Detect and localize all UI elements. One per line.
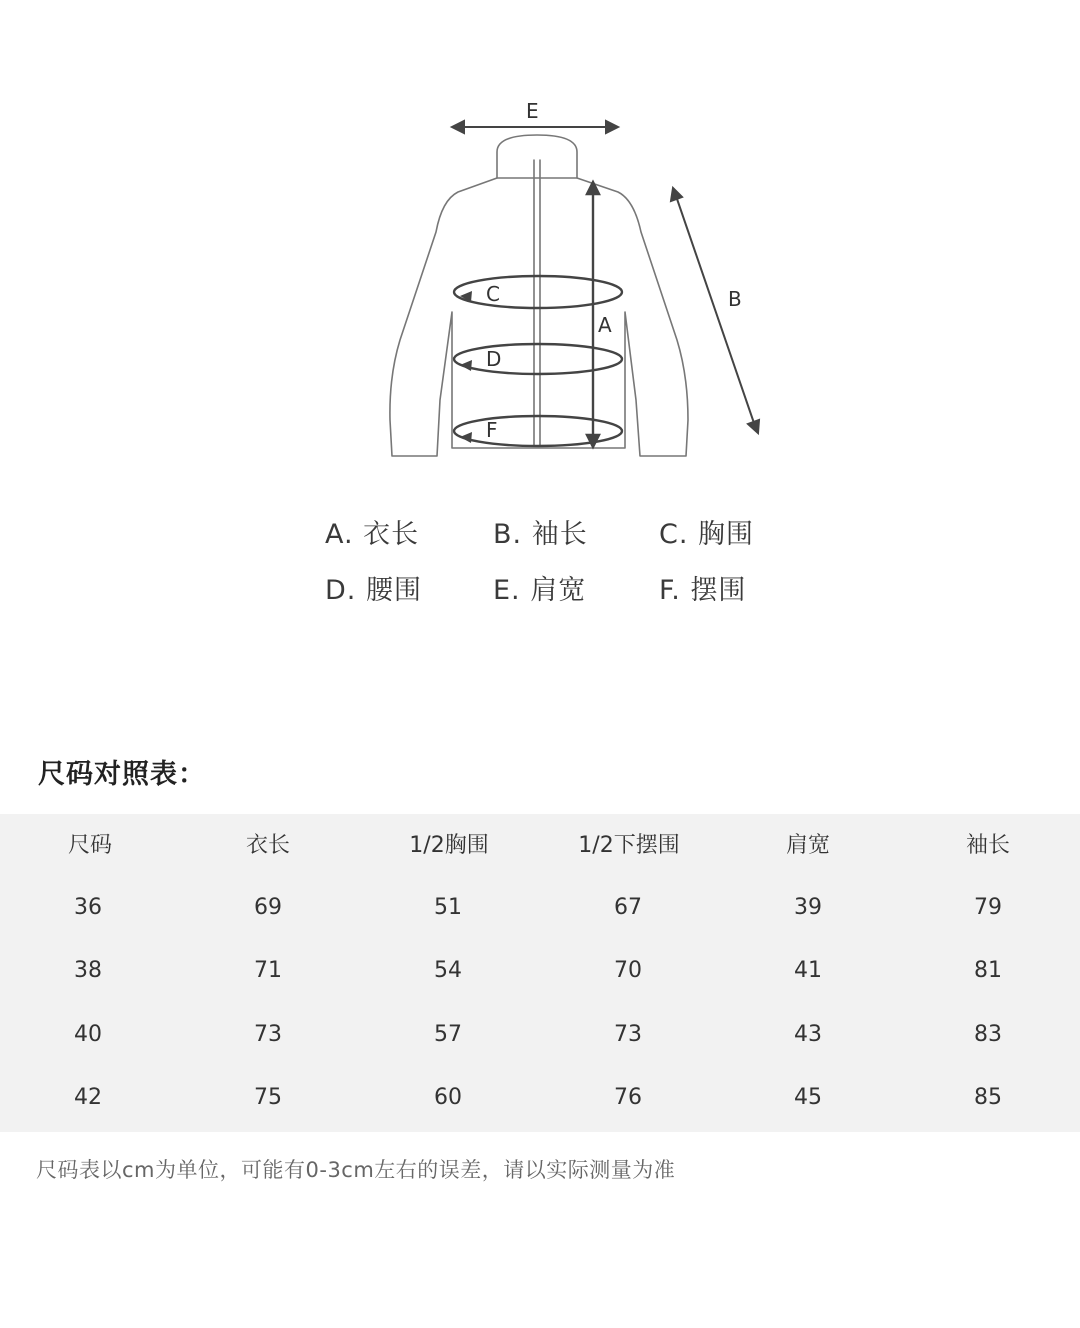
table-cell: 60 bbox=[434, 1085, 462, 1110]
table-header: 尺码 bbox=[67, 833, 113, 858]
legend-item-a: A. 衣长 bbox=[325, 519, 420, 550]
table-cell: 43 bbox=[794, 1022, 822, 1047]
legend-item-d: D. 腰围 bbox=[325, 575, 422, 606]
jacket-collar bbox=[497, 135, 577, 178]
table-cell: 42 bbox=[74, 1085, 102, 1110]
jacket-illustration bbox=[0, 0, 1080, 480]
measure-ellipse-f bbox=[454, 416, 622, 446]
table-cell: 41 bbox=[794, 958, 822, 983]
diagram-label-d: D bbox=[486, 347, 502, 371]
table-cell: 75 bbox=[254, 1085, 282, 1110]
measure-ellipse-c bbox=[454, 276, 622, 308]
table-header: 衣长 bbox=[245, 833, 291, 858]
diagram-label-b: B bbox=[728, 287, 742, 311]
measure-ellipses bbox=[454, 276, 622, 446]
table-cell: 39 bbox=[794, 895, 822, 920]
table-cell: 70 bbox=[614, 958, 642, 983]
table-cell: 45 bbox=[794, 1085, 822, 1110]
legend-item-c: C. 胸围 bbox=[659, 519, 755, 550]
table-cell: 83 bbox=[974, 1022, 1002, 1047]
table-cell: 40 bbox=[74, 1022, 102, 1047]
jacket-body-outline bbox=[390, 178, 688, 456]
table-header: 袖长 bbox=[965, 833, 1011, 858]
table-cell: 38 bbox=[74, 958, 102, 983]
table-cell: 71 bbox=[254, 958, 282, 983]
table-cell: 81 bbox=[974, 958, 1002, 983]
table-row bbox=[0, 888, 1080, 928]
table-cell: 69 bbox=[254, 895, 282, 920]
size-chart-note: 尺码表以cm为单位，可能有0-3cm左右的误差，请以实际测量为准 bbox=[36, 1158, 676, 1182]
table-cell: 54 bbox=[434, 958, 462, 983]
table-row bbox=[0, 1078, 1080, 1118]
diagram-label-c: C bbox=[486, 282, 500, 306]
legend-item-f: F. 摆围 bbox=[659, 575, 747, 606]
table-header: 肩宽 bbox=[785, 833, 831, 858]
measure-ellipse-arrowheads bbox=[460, 291, 472, 443]
table-cell: 67 bbox=[614, 895, 642, 920]
measure-ellipse-d bbox=[454, 344, 622, 374]
diagram-label-a: A bbox=[598, 313, 612, 337]
table-cell: 79 bbox=[974, 895, 1002, 920]
table-row bbox=[0, 951, 1080, 991]
table-cell: 73 bbox=[614, 1022, 642, 1047]
table-cell: 51 bbox=[434, 895, 462, 920]
diagram-label-e: E bbox=[526, 99, 539, 123]
table-header: 1/2胸围 bbox=[409, 833, 489, 858]
table-header-row bbox=[0, 826, 1080, 866]
table-cell: 36 bbox=[74, 895, 102, 920]
table-cell: 76 bbox=[614, 1085, 642, 1110]
legend-item-b: B. 袖长 bbox=[493, 519, 588, 550]
legend-item-e: E. 肩宽 bbox=[493, 575, 587, 606]
size-chart-title: 尺码对照表： bbox=[38, 759, 206, 790]
table-row bbox=[0, 1015, 1080, 1055]
jacket-measurement-diagram bbox=[0, 0, 1080, 480]
size-table bbox=[0, 814, 1080, 1132]
measure-arrow-b bbox=[671, 188, 759, 433]
diagram-label-f: F bbox=[486, 418, 498, 442]
measurement-legend bbox=[325, 520, 799, 606]
table-header: 1/2下摆围 bbox=[578, 833, 680, 858]
table-cell: 85 bbox=[974, 1085, 1002, 1110]
table-cell: 73 bbox=[254, 1022, 282, 1047]
table-cell: 57 bbox=[434, 1022, 462, 1047]
